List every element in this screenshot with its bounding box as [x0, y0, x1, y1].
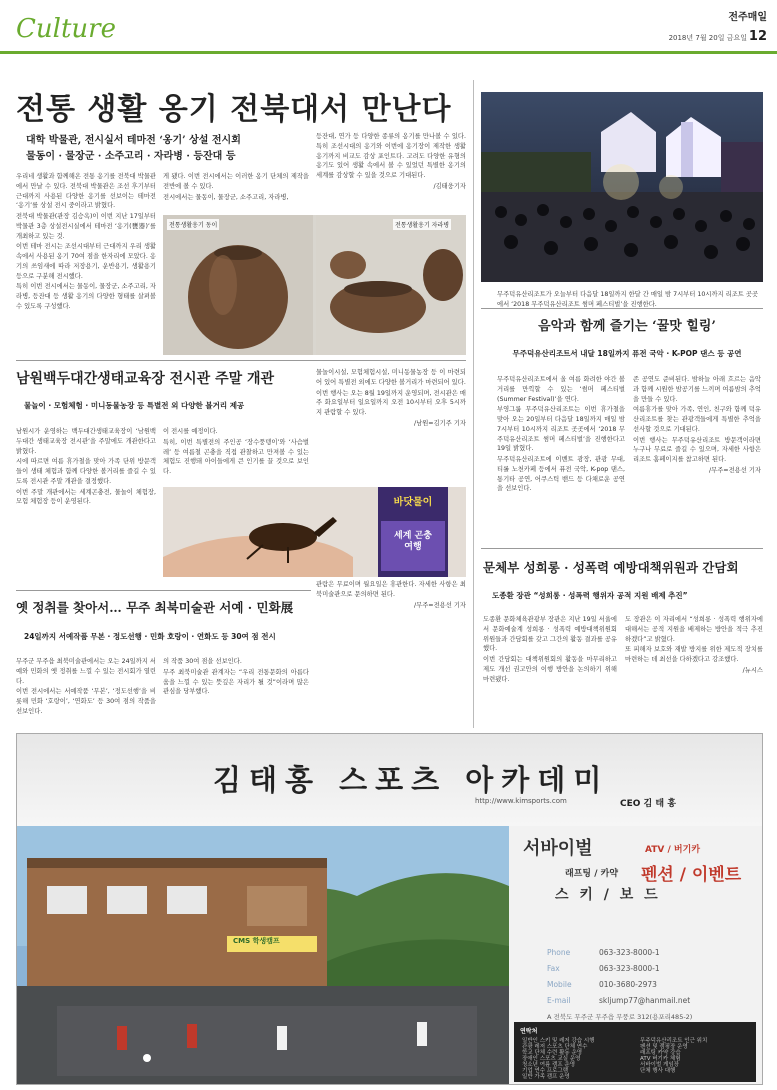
- namwon-column-3: [316, 368, 466, 430]
- paragraph: 무주덕유산리조트에서 올 여름 화려한 야간 볼거리를 만끽할 수 있는 ‘썸머 페스티벌(Summer Festival)’을 연다.: [497, 376, 625, 403]
- paragraph: 이번 주말 개관에서는 세계곤충전, 물놀이 체험장, 모험 체험장 등이 운영된다.: [16, 488, 156, 506]
- paragraph: 무주덕유산리조트에 이벤트 광장, 관광 무대, 티롤 노천카페 등에서 퓨전 국악, K-pop 댄스, 통기타 공연, 어쿠스틱 밴드 등 다채로운 공연을 선보인다.: [497, 456, 625, 493]
- ad-illustration: [17, 826, 509, 1085]
- paragraph: 이번 행사는 무주덕유산리조트 방문객이라면 누구나 무료로 즐길 수 있으며, 자세한 사항은 리조트 홈페이지를 참고하면 된다.: [633, 436, 761, 463]
- wonder-column-1: [16, 657, 156, 718]
- main-subhead-1: 대학 박물관, 전시실서 테마전 ‘옹기’ 상설 전시회: [26, 135, 241, 146]
- divider: [481, 308, 763, 309]
- ministry-column-2: [625, 615, 763, 677]
- direction-item: 청소년 여름 캠프 운영: [522, 1062, 576, 1068]
- poster-subtitle: 세계 곤충 여행: [394, 531, 432, 552]
- paragraph: 이번 행사는 오는 8월 19일까지 운영되며, 전시관은 매주 화요일부터 일요일까지 오전 10시부터 오후 5시까지 관람할 수 있다.: [316, 389, 466, 416]
- festival-subhead: 무주덕유산리조트서 내달 18일까지 퓨전 국악 · K-POP 댄스 등 공연: [512, 349, 742, 358]
- byline: /뉴시스: [742, 666, 763, 674]
- photo-caption: 전통생활옹기 자라병: [393, 219, 451, 230]
- paragraph: 관람은 무료이며 월요일은 휴관한다. 자세한 사항은 최북미술관으로 문의하면 된다.: [316, 581, 466, 598]
- ad-survival: 서바이벌: [523, 838, 593, 859]
- ministry-subhead: 도종환 장관 “성희롱 · 성폭력 행위자 공적 지원 배제 추진”: [492, 591, 688, 600]
- paragraph: 이 전시를 예정이다.: [163, 428, 218, 435]
- main-column-1: [16, 172, 156, 313]
- ad-contact-phone: [547, 948, 660, 957]
- direction-item: 장애인 스포츠 교실 운영: [522, 1056, 581, 1062]
- divider: [16, 360, 466, 361]
- poster-title: 바닷물이: [393, 497, 433, 508]
- paragraph: 도종환 문화체육관광부 장관은 지난 19일 서울에서 문화예술계 성희롱 · 성폭력 예방대책위원회 위원들과 간담회를 갖고 그간의 활동 결과를 공유했다.: [483, 616, 617, 653]
- wonder-headline: 옛 정취를 찾아서… 무주 최북미술관 서예 · 민화展: [16, 600, 294, 615]
- direction-item: 래프팅 카약 강습: [640, 1050, 681, 1056]
- ad-pension: 펜션 / 이벤트: [641, 865, 742, 885]
- ad-photo: [17, 826, 509, 1085]
- onggi-illustration: [163, 215, 466, 355]
- direction-item: 단체 행사 대행: [640, 1068, 676, 1074]
- wonder-column-2: [163, 657, 309, 698]
- contact-key: Phone: [547, 948, 571, 957]
- paragraph: 의 작품 30여 점을 선보인다.: [163, 658, 242, 665]
- divider: [481, 548, 763, 549]
- paragraph: 특히, 이번 특별전의 주인공 ‘장수풍뎅이’와 ‘사슴벌레’ 등 여름철 곤충을 직접 관찰하고 만져볼 수 있는 체험도 진행돼 아이들에게 큰 인기를 끌 것으로 보인다.: [163, 438, 309, 475]
- festival-headline: 음악과 함께 즐기는 ‘꿀맛 힐링’: [538, 319, 716, 334]
- ad-info-panel: [509, 826, 762, 1085]
- byline: /무주=전용선 기자: [709, 466, 761, 474]
- direction-item: 일반인 스키 및 레저 강습 시행: [522, 1038, 595, 1044]
- festival-photo: [481, 92, 763, 282]
- wonder-column-3: [316, 580, 466, 611]
- contact-value: 063-323-8000-1: [599, 948, 660, 957]
- direction-item: 서바이벌 게임장: [640, 1062, 679, 1068]
- ad-ceo: CEO 김 태 홍: [620, 799, 676, 809]
- section-title: Culture: [16, 14, 116, 44]
- beetle-photo: [163, 487, 466, 577]
- contact-key: A: [547, 1013, 552, 1021]
- main-column-3: [316, 132, 466, 193]
- byline: /무주=전용선 기자: [414, 601, 466, 609]
- ad-url[interactable]: http://www.kimsports.com: [475, 797, 567, 805]
- paragraph: 이번 전시에서는 서예작품 ‘무본’, ‘정도선행’을 비롯해 민화 ‘호랑이’, ‘연화도’ 등 30여 점의 작품을 선보인다.: [16, 688, 156, 715]
- header-rule: [0, 51, 777, 54]
- direction-item: 무주덕유산리조트 인근 위치: [640, 1038, 708, 1044]
- ad-atv: ATV / 버기카: [645, 845, 701, 855]
- contact-key: E-mail: [547, 996, 571, 1005]
- building-sign: CMS 학생캠프: [233, 937, 280, 945]
- paragraph: 물놀이시설, 모험체험시설, 미니동물농장 등 이 마련되어 있어 특별전 외에도 다양한 볼거리가 마련되어 있다.: [316, 369, 466, 386]
- paragraph: 무주 최북미술관 관계자는 “우리 전통문화의 아름다움을 느낄 수 있는 뜻깊은 자리가 될 것”이라며 많은 관심을 당부했다.: [163, 668, 309, 696]
- main-headline: 전통 생활 옹기 전북대서 만난다: [16, 92, 452, 127]
- ad-contact-address: [547, 1012, 692, 1021]
- paragraph: 도 장관은 이 자리에서 “성희롱 · 성폭력 행위자에 대해서는 공적 지원을 배제하는 방안을 적극 추진하겠다”고 밝혔다.: [625, 616, 763, 643]
- contact-key: Mobile: [547, 980, 572, 989]
- namwon-column-1: [16, 427, 156, 508]
- paragraph: 남원시가 운영하는 백두대간생태교육장이 ‘남원백두대간 생태교육장 전시관’을 주말에도 개관한다고 밝혔다.: [16, 428, 156, 455]
- onggi-photo: [163, 215, 466, 355]
- paragraph: 여름휴가를 맞아 가족, 연인, 친구와 함께 덕유산리조트를 찾는 관광객들에게 특별한 추억을 선사할 것으로 기대된다.: [633, 406, 761, 433]
- festival-illustration: [481, 92, 763, 282]
- paragraph: 우리네 생활과 함께해온 전통 옹기를 전북대 박물관에서 만날 수 있다. 전북대 박물관은 조선 후기부터 근대까지 사용된 다양한 옹기를 선보이는 테마전 ‘옹기’를 상설 전시 중이라고 밝혔다.: [16, 173, 156, 210]
- contact-value[interactable]: skljump77@hanmail.net: [599, 996, 691, 1005]
- paragraph: 부영그룹 무주덕유산리조트는 이번 휴가철을 맞아 오는 20일부터 다음달 18일까지 매일 밤 7시부터 10시까지 리조트 곳곳에서 ‘2018 무주덕유산리조트 썸머 페스티벌’을 진행한다고 19일 밝혔다.: [497, 406, 625, 453]
- paragraph: 시에 따르면 여름 휴가철을 맞아 가족 단위 방문객들이 생태 체험과 함께 다양한 볼거리를 즐길 수 있도록 전시관 주말 개관을 결정했다.: [16, 458, 156, 485]
- ad-directions-box: [514, 1022, 756, 1082]
- paragraph: 전북대 박물관(관장 김승옥)이 이번 지난 17일부터 박물관 3층 상설전시실에서 테마전 ‘옹기(甕器)’를 개최하고 있는 것.: [16, 213, 156, 240]
- paragraph: 이번 간담회는 대책위원회의 활동을 마무리하고 제도 개선 권고안의 이행 방안을 논의하기 위해 마련됐다.: [483, 656, 617, 683]
- contact-value: 010-3680-2973: [599, 980, 657, 989]
- ministry-headline: 문체부 성희롱 · 성폭력 예방대책위원과 간담회: [483, 560, 739, 575]
- ad-contact-email: [547, 996, 690, 1005]
- namwon-subhead: 물놀이 · 모험체험 · 미니동물농장 등 특별전 외 다양한 볼거리 제공: [24, 401, 245, 410]
- byline: /김태웅기자: [433, 182, 466, 190]
- ad-contact-mobile: [547, 980, 657, 989]
- sports-academy-ad: [16, 733, 763, 1085]
- direction-item: 학교 단체 수련 활동 운영: [522, 1050, 583, 1056]
- contact-value: 063-323-8000-1: [599, 964, 660, 973]
- main-subheads: [26, 133, 241, 165]
- page-number: 12: [748, 29, 767, 44]
- paper-name: 전주매일: [728, 12, 767, 23]
- namwon-headline: 남원백두대간생태교육장 전시관 주말 개관: [16, 371, 275, 387]
- festival-column-1: [497, 375, 625, 495]
- column-divider: [473, 80, 474, 728]
- wonder-subhead: 24일까지 서예작품 무본 · 정도선행 · 민화 호랑이 · 연화도 등 30여 점 전시: [24, 632, 276, 641]
- paragraph: 무주군 무주읍 최북미술관에서는 오는 24일까지 서예와 민화의 옛 정취를 느낄 수 있는 전시회가 열린다.: [16, 658, 156, 685]
- contact-value: 전북도 무주군 무주읍 무풍로 312(용포리485-2): [553, 1013, 693, 1021]
- contact-key: Fax: [547, 964, 560, 973]
- paragraph: 이번 테마 전시는 조선시대부터 근대까지 우리 생활 속에서 사용된 옹기 70여 점을 한자리에 모았다. 옹기의 쓰임새에 따라 저장용기, 운반용기, 생활용기 등으로 구분해 전시했다.: [16, 243, 156, 280]
- issue-date: 2018년 7월 20일 금요일: [668, 34, 747, 42]
- ad-ski: 스 키 / 보 드: [555, 887, 661, 903]
- paragraph: 게 됐다. 이번 전시에서는 이러한 옹기 단체의 제작을 전반에 볼 수 있다.: [163, 173, 309, 190]
- paragraph: 존 공연도 준비된다. 밤하늘 아래 흐르는 음악과 함께 시원한 밤공기를 느끼며 여름밤의 추억을 만들 수 있다.: [633, 376, 761, 403]
- festival-photo-caption: 무주덕유산리조트가 오늘부터 다음달 18일까지 한달 간 매일 밤 7시부터 10시까지 리조트 곳곳에서 ‘2018 무주덕유산리조트 썸머 페스티벌’을 진행한다.: [497, 291, 759, 309]
- ad-directions-title: 연락처: [520, 1028, 538, 1035]
- main-column-2: [163, 172, 309, 203]
- main-subhead-2: 물동이 · 물장군 · 소주고리 · 자라병 · 등잔대 등: [26, 151, 236, 162]
- photo-caption: 전통생활옹기 동이: [167, 219, 219, 230]
- ministry-column-1: [483, 615, 617, 685]
- direction-item: 일반 가족 캠프 운영: [522, 1074, 570, 1080]
- paragraph: 전시에서는 물동이, 물장군, 소주고리, 자라병,: [163, 193, 289, 201]
- direction-item: 기업 연수 프로그램: [522, 1068, 569, 1074]
- direction-item: ATV 버기카 체험: [640, 1056, 681, 1062]
- namwon-column-2: [163, 427, 309, 478]
- direction-item: 펜션 및 캠핑장 운영: [640, 1044, 688, 1050]
- paragraph: 또 피해자 보호와 재발 방지를 위한 제도적 장치를 마련하는 데 최선을 다하겠다고 강조했다.: [625, 646, 763, 663]
- byline: /남원=김기주 기자: [414, 419, 466, 427]
- festival-column-2: [633, 375, 761, 477]
- ad-rafting: 래프팅 / 카약: [565, 869, 619, 879]
- paragraph: 등잔대, 연가 등 다양한 종류의 옹기를 만나볼 수 있다. 특히 조선시대의 옹기와 이번에 옹기장이 제작한 생활옹기까지 비교도 감상 포인트다. 고려도 다양한 유형의 옹기도 있어 생활 속에서 볼 수 있었던 특별한 옹기의 세계를 감상할 수 있을 것으로 기대된다.: [316, 133, 466, 179]
- paragraph: 특히 이번 전시에서는 물동이, 물장군, 소주고리, 자라병, 등잔대 등 생활 옹기의 다양한 형태를 살펴볼 수 있도록 구성했다.: [16, 283, 156, 310]
- ad-contact-fax: [547, 964, 660, 973]
- ad-title: 김태홍 스포츠 아카데미: [213, 763, 610, 797]
- divider: [16, 590, 311, 591]
- direction-item: 관광 레저 스포츠 단체 연수: [522, 1044, 588, 1050]
